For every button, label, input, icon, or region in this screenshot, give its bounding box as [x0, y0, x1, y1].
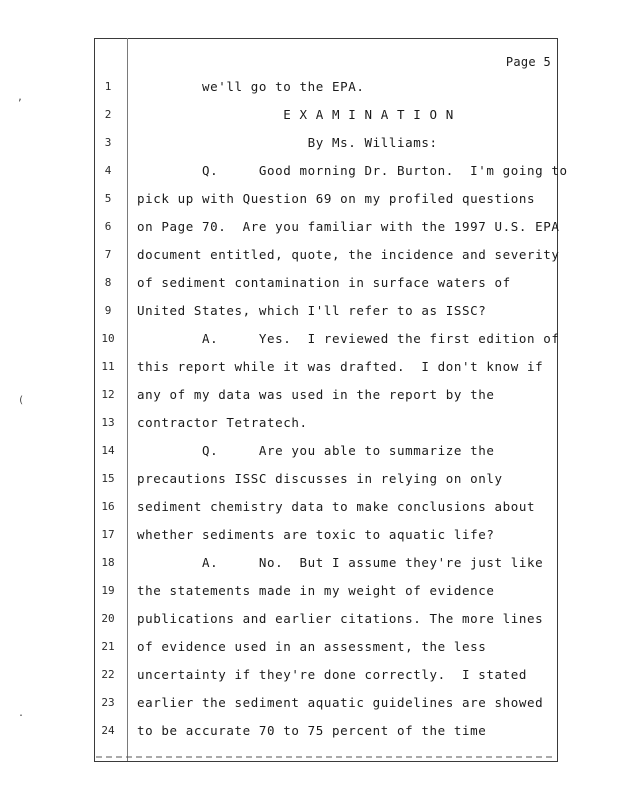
- transcript-line: United States, which I'll refer to as ISSC?: [137, 303, 487, 318]
- transcript-line: sediment chemistry data to make conclusions about: [137, 499, 536, 514]
- line-number-divider: [127, 38, 128, 761]
- transcript-line: E X A M I N A T I O N: [137, 107, 454, 122]
- line-number: 21: [101, 640, 115, 653]
- line-number: 16: [101, 500, 115, 513]
- line-number: 4: [104, 164, 112, 177]
- line-number: 6: [104, 220, 112, 233]
- transcript-line: pick up with Question 69 on my profiled questions: [137, 191, 536, 206]
- margin-mark: ,: [17, 92, 24, 103]
- line-number: 10: [101, 332, 115, 345]
- transcript-line: of sediment contamination in surface waters of: [137, 275, 511, 290]
- transcript-line: this report while it was drafted. I don't know if: [137, 359, 544, 374]
- line-number: 9: [104, 304, 112, 317]
- line-number: 18: [101, 556, 115, 569]
- line-number: 7: [104, 248, 112, 261]
- transcript-line: whether sediments are toxic to aquatic life?: [137, 527, 495, 542]
- line-number: 22: [101, 668, 115, 681]
- line-number: 8: [104, 276, 112, 289]
- line-number: 14: [101, 444, 115, 457]
- line-number: 15: [101, 472, 115, 485]
- line-number: 2: [104, 108, 112, 121]
- line-number: 3: [104, 136, 112, 149]
- transcript-line: Q. Are you able to summarize the: [137, 443, 495, 458]
- transcript-line: we'll go to the EPA.: [137, 79, 365, 94]
- transcript-line: By Ms. Williams:: [137, 135, 438, 150]
- transcript-line: earlier the sediment aquatic guidelines are showed: [137, 695, 544, 710]
- transcript-line: contractor Tetratech.: [137, 415, 308, 430]
- transcript-line: A. No. But I assume they're just like: [137, 555, 544, 570]
- line-number: 19: [101, 584, 115, 597]
- transcript-line: to be accurate 70 to 75 percent of the time: [137, 723, 487, 738]
- transcript-line: the statements made in my weight of evidence: [137, 583, 495, 598]
- transcript-line: publications and earlier citations. The more lines: [137, 611, 544, 626]
- margin-mark: (: [18, 395, 25, 406]
- line-number: 23: [101, 696, 115, 709]
- transcript-line: A. Yes. I reviewed the first edition of: [137, 331, 560, 346]
- line-number: 17: [101, 528, 115, 541]
- transcript-line: of evidence used in an assessment, the less: [137, 639, 487, 654]
- line-number: 20: [101, 612, 115, 625]
- transcript-line: document entitled, quote, the incidence and severity: [137, 247, 560, 262]
- line-number: 12: [101, 388, 115, 401]
- bottom-scan-artifact: [96, 756, 554, 758]
- transcript-line: any of my data was used in the report by the: [137, 387, 495, 402]
- line-number: 5: [104, 192, 112, 205]
- line-number: 13: [101, 416, 115, 429]
- margin-mark: .: [18, 708, 25, 719]
- transcript-line: on Page 70. Are you familiar with the 1997 U.S. EPA: [137, 219, 560, 234]
- line-number: 24: [101, 724, 115, 737]
- line-number: 11: [101, 360, 115, 373]
- transcript-line: Q. Good morning Dr. Burton. I'm going to: [137, 163, 568, 178]
- line-number: 1: [104, 80, 112, 93]
- transcript-line: uncertainty if they're done correctly. I stated: [137, 667, 528, 682]
- page-number: Page 5: [505, 55, 551, 69]
- transcript-line: precautions ISSC discusses in relying on only: [137, 471, 503, 486]
